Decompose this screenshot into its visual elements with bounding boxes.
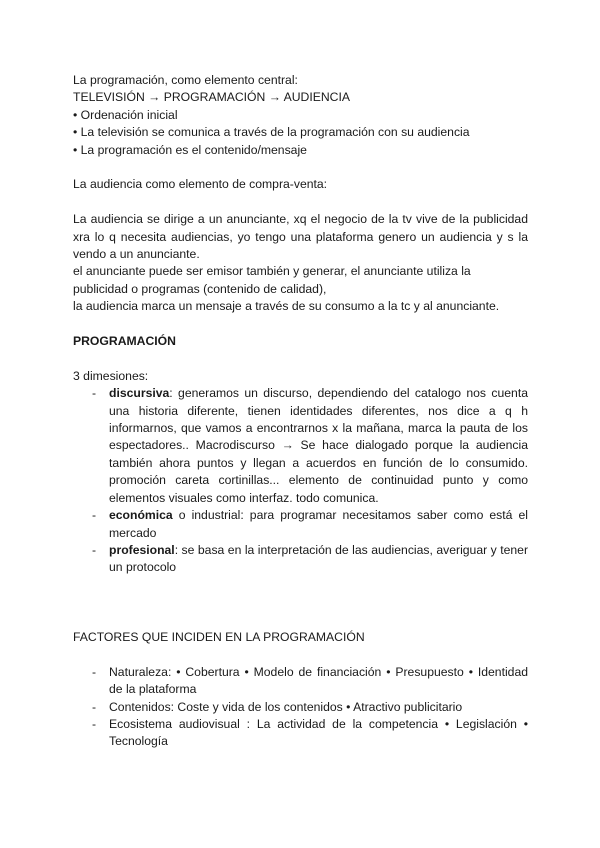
dash-marker: - (92, 664, 97, 679)
list-item (92, 699, 528, 716)
item-text: Naturaleza: • Cobertura • Modelo de financiación • Presupuesto • Identidad de la plataforma (109, 664, 528, 697)
dash-marker: - (92, 542, 97, 557)
factores-heading: FACTORES QUE INCIDEN EN LA PROGRAMACIÓN (73, 629, 365, 644)
paragraph: La audiencia se dirige a un anunciante, xq el negocio de la tv vive de la publicidad xra lo q necesita audiencias, yo tengo una plataforma genero un audiencia y s la vendo a un anunciante. (73, 212, 528, 262)
list-item (92, 542, 528, 577)
bullet-item: • Ordenación inicial (73, 107, 178, 122)
term: profesional (109, 542, 175, 557)
dimensions-list (73, 385, 528, 576)
section2-title: La audiencia como elemento de compra-venta: (73, 177, 328, 192)
flow-line: TELEVISIÓN → PROGRAMACIÓN → AUDIENCIA (73, 90, 350, 105)
bullet-item: • La televisión se comunica a través de la programación con su audiencia (73, 125, 470, 140)
dimensions-intro: 3 dimesiones: (73, 368, 149, 383)
list-item (92, 716, 528, 751)
item-text: : se basa en la interpretación de las audiencias, averiguar y tener un protocolo (109, 542, 528, 575)
item-text: Ecosistema audiovisual : La actividad de la competencia • Legislación • Tecnología (109, 716, 528, 749)
term: económica (109, 508, 173, 523)
list-item (92, 507, 528, 542)
document-page (73, 72, 528, 751)
dash-marker: - (92, 699, 97, 714)
bullet-item: • La programación es el contenido/mensaje (73, 142, 307, 157)
paragraph: la audiencia marca un mensaje a través de su consumo a la tc y al anunciante. (73, 299, 500, 314)
item-text: o industrial: para programar necesitamos saber como está el mercado (109, 508, 528, 540)
dash-marker: - (92, 716, 97, 731)
item-text: Contenidos: Coste y vida de los contenidos • Atractivo publicitario (109, 699, 463, 714)
paragraph: el anunciante puede ser emisor también y generar, el anunciante utiliza la publicidad o programas (contenido de calidad), (73, 264, 471, 296)
term: discursiva (109, 386, 170, 401)
section1-title: La programación, como elemento central: (73, 73, 298, 87)
dash-marker: - (92, 386, 97, 401)
list-item (92, 664, 528, 699)
dash-marker: - (92, 508, 97, 523)
item-text: : generamos un discurso, dependiendo del catalogo nos cuenta una historia diferente, tienen identidades diferentes, nos dice a q h informarnos, que vamos a encontrarnos x la mañana, marca la pauta de los espectadores.. Macrodiscurso → Se hace dialogado porque la audiencia también ahora puntos y llegan a acuerdos en función de lo consumido. promoción careta cortinillas... elemento de continuidad punto y como elementos visuales como interfaz. todo comunica. (109, 386, 528, 505)
programacion-heading: PROGRAMACIÓN (73, 334, 176, 349)
list-item (92, 385, 528, 507)
factores-list (73, 664, 528, 751)
